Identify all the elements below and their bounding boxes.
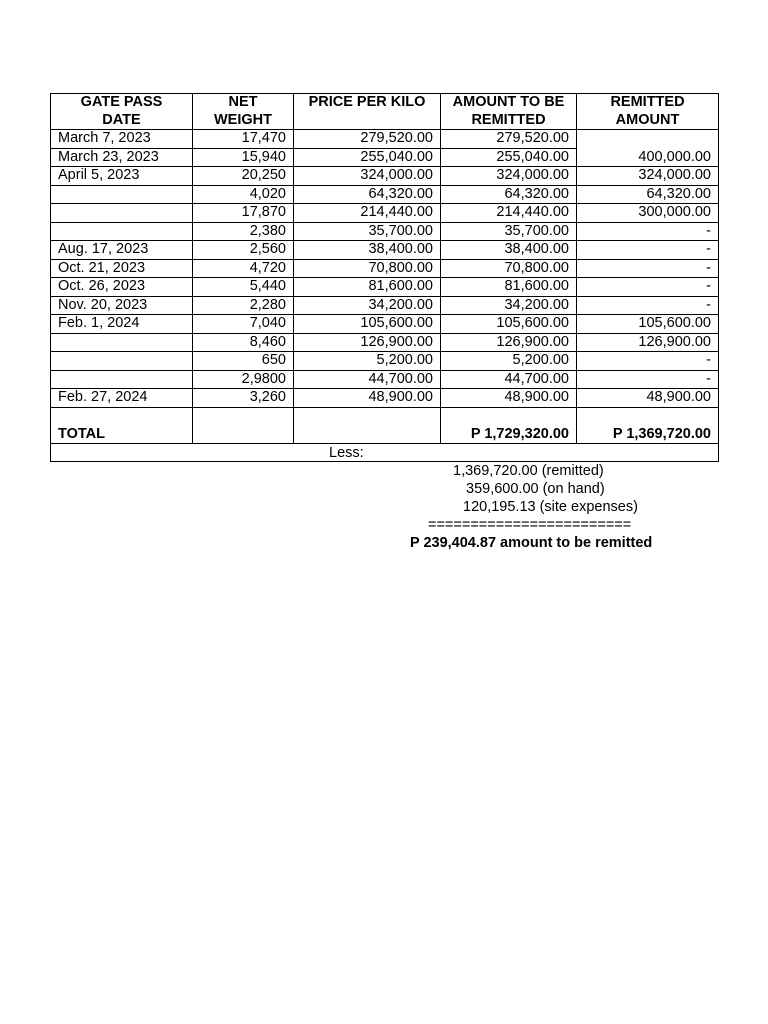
table-row: [51, 389, 719, 408]
cell-net-weight: 20,250: [193, 167, 294, 186]
cell-price: 81,600.00: [294, 278, 441, 297]
cell-remitted: -: [577, 352, 719, 371]
summary-remitted-line: 1,369,720.00 (remitted): [453, 462, 604, 479]
cell-net-weight: 2,9800: [193, 370, 294, 389]
cell-price: 34,200.00: [294, 296, 441, 315]
cell-net-weight: 2,380: [193, 222, 294, 241]
cell-net-weight: 2,560: [193, 241, 294, 260]
cell-date: Oct. 21, 2023: [51, 259, 193, 278]
cell-remitted: 48,900.00: [577, 389, 719, 408]
cell-price: 126,900.00: [294, 333, 441, 352]
cell-date: [51, 333, 193, 352]
cell-price: 35,700.00: [294, 222, 441, 241]
summary-on-hand-line: 359,600.00 (on hand): [466, 480, 605, 497]
cell-remitted: -: [577, 259, 719, 278]
cell-remitted: 64,320.00: [577, 185, 719, 204]
cell-remitted: 105,600.00: [577, 315, 719, 334]
cell-price: 214,440.00: [294, 204, 441, 223]
total-row: [51, 407, 719, 443]
table-row: [51, 185, 719, 204]
cell-remitted: -: [577, 278, 719, 297]
cell-amount: 48,900.00: [441, 389, 577, 408]
table-row: [51, 204, 719, 223]
header-amount-to-be-remitted: AMOUNT TO BE REMITTED: [441, 94, 577, 130]
cell-amount: 34,200.00: [441, 296, 577, 315]
cell-amount: 70,800.00: [441, 259, 577, 278]
cell-amount: 255,040.00: [441, 148, 577, 167]
cell-amount: 38,400.00: [441, 241, 577, 260]
cell-date: [51, 370, 193, 389]
header-remitted-amount: REMITTED AMOUNT: [577, 94, 719, 130]
cell-net-weight: 17,870: [193, 204, 294, 223]
cell-net-weight: 3,260: [193, 389, 294, 408]
cell-date: Feb. 27, 2024: [51, 389, 193, 408]
table-row: [51, 241, 719, 260]
table-row: [51, 315, 719, 334]
table-row: [51, 148, 719, 167]
cell-price: 48,900.00: [294, 389, 441, 408]
table-row: [51, 370, 719, 389]
table-row: [51, 259, 719, 278]
cell-amount: 81,600.00: [441, 278, 577, 297]
cell-date: March 7, 2023: [51, 130, 193, 149]
cell-remitted: 126,900.00: [577, 333, 719, 352]
cell-price: 38,400.00: [294, 241, 441, 260]
table-row: [51, 333, 719, 352]
cell-remitted: [577, 130, 719, 149]
cell-price: 70,800.00: [294, 259, 441, 278]
summary-separator: ========================: [428, 516, 632, 533]
cell-net-weight: 7,040: [193, 315, 294, 334]
table-row: [51, 278, 719, 297]
cell-net-weight: 2,280: [193, 296, 294, 315]
cell-price: 255,040.00: [294, 148, 441, 167]
total-price-empty: [294, 407, 441, 443]
summary-section: [51, 443, 719, 551]
cell-amount: 279,520.00: [441, 130, 577, 149]
less-label: Less:: [329, 444, 364, 461]
cell-price: 5,200.00: [294, 352, 441, 371]
total-net-weight-empty: [193, 407, 294, 443]
cell-date: April 5, 2023: [51, 167, 193, 186]
cell-remitted: 324,000.00: [577, 167, 719, 186]
table-row: [51, 296, 719, 315]
total-label: TOTAL: [51, 407, 193, 443]
total-amount-to-be-remitted: P 1,729,320.00: [441, 407, 577, 443]
cell-amount: 324,000.00: [441, 167, 577, 186]
cell-date: Aug. 17, 2023: [51, 241, 193, 260]
cell-amount: 214,440.00: [441, 204, 577, 223]
cell-amount: 35,700.00: [441, 222, 577, 241]
cell-date: March 23, 2023: [51, 148, 193, 167]
cell-net-weight: 4,720: [193, 259, 294, 278]
table-row: [51, 130, 719, 149]
summary-result: P 239,404.87 amount to be remitted: [410, 534, 653, 551]
cell-date: Feb. 1, 2024: [51, 315, 193, 334]
header-price-per-kilo: PRICE PER KILO: [294, 94, 441, 130]
cell-date: Oct. 26, 2023: [51, 278, 193, 297]
cell-date: [51, 352, 193, 371]
table-row: [51, 352, 719, 371]
cell-net-weight: 8,460: [193, 333, 294, 352]
cell-date: [51, 222, 193, 241]
cell-price: 105,600.00: [294, 315, 441, 334]
summary-site-expenses-line: 120,195.13 (site expenses): [463, 498, 638, 515]
cell-amount: 105,600.00: [441, 315, 577, 334]
header-net-weight: NET WEIGHT: [193, 94, 294, 130]
remittance-table: [50, 93, 719, 551]
cell-price: 64,320.00: [294, 185, 441, 204]
header-row: [51, 94, 719, 130]
cell-date: [51, 185, 193, 204]
cell-remitted: -: [577, 296, 719, 315]
cell-net-weight: 4,020: [193, 185, 294, 204]
cell-price: 324,000.00: [294, 167, 441, 186]
cell-net-weight: 15,940: [193, 148, 294, 167]
cell-net-weight: 17,470: [193, 130, 294, 149]
cell-remitted: -: [577, 241, 719, 260]
cell-net-weight: 5,440: [193, 278, 294, 297]
header-gate-pass-date: GATE PASS DATE: [51, 94, 193, 130]
table-row: [51, 222, 719, 241]
cell-remitted: 400,000.00: [577, 148, 719, 167]
cell-amount: 5,200.00: [441, 352, 577, 371]
summary-row: [51, 443, 719, 462]
cell-amount: 64,320.00: [441, 185, 577, 204]
table-row: [51, 167, 719, 186]
total-remitted-amount: P 1,369,720.00: [577, 407, 719, 443]
cell-date: Nov. 20, 2023: [51, 296, 193, 315]
cell-amount: 44,700.00: [441, 370, 577, 389]
cell-price: 44,700.00: [294, 370, 441, 389]
cell-amount: 126,900.00: [441, 333, 577, 352]
cell-net-weight: 650: [193, 352, 294, 371]
cell-price: 279,520.00: [294, 130, 441, 149]
cell-remitted: 300,000.00: [577, 204, 719, 223]
cell-remitted: -: [577, 222, 719, 241]
cell-date: [51, 204, 193, 223]
cell-remitted: -: [577, 370, 719, 389]
